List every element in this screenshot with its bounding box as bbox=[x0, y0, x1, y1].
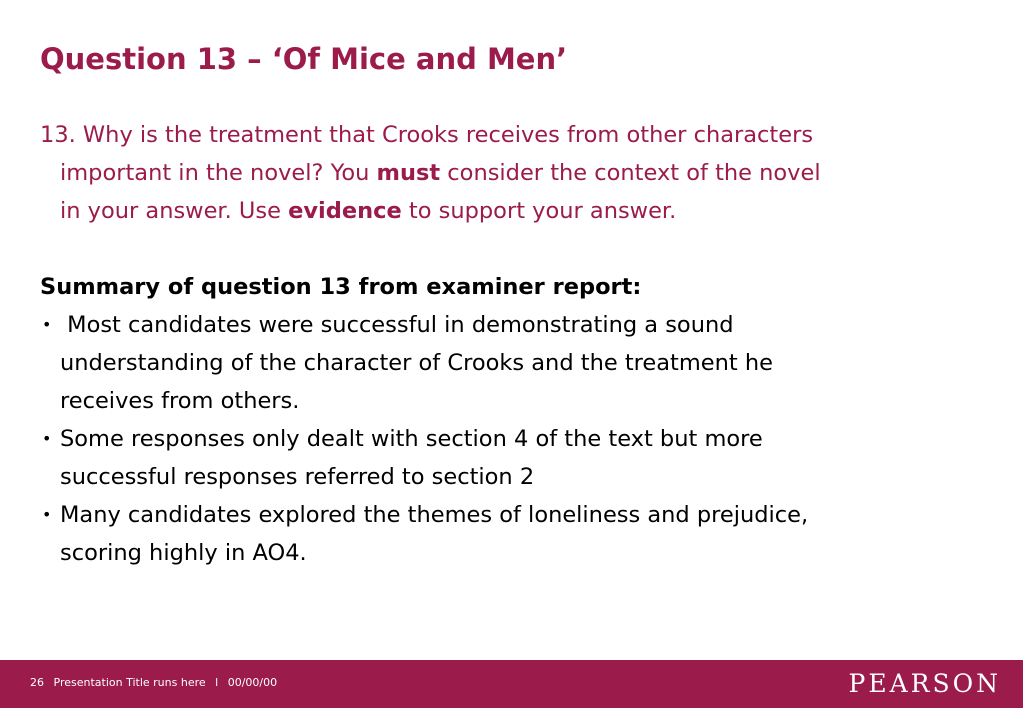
question-line-3-end: to support your answer. bbox=[401, 198, 677, 224]
presentation-title: Presentation Title runs here bbox=[53, 676, 206, 689]
bullet-line: scoring highly in AO4. bbox=[60, 540, 307, 566]
footer-date: 00/00/00 bbox=[227, 676, 278, 689]
summary-bullet-list bbox=[40, 306, 1000, 572]
bullet-line: successful responses referred to section 2 bbox=[60, 464, 535, 490]
question-line-2-end: consider the context of the novel bbox=[440, 160, 821, 186]
question-line-1: 13. Why is the treatment that Crooks receives from other characters bbox=[40, 122, 814, 148]
bullet-line: receives from others. bbox=[60, 388, 300, 414]
question-text bbox=[40, 116, 980, 230]
bullet-icon: • bbox=[42, 505, 52, 524]
page-number: 26 bbox=[30, 676, 44, 689]
summary-heading: Summary of question 13 from examiner report: bbox=[40, 274, 642, 300]
bullet-icon: • bbox=[42, 429, 52, 448]
bullet-line: Most candidates were successful in demonstrating a sound bbox=[60, 312, 734, 338]
question-line-3 bbox=[40, 192, 980, 230]
footer-info bbox=[30, 676, 283, 689]
footer-separator: l bbox=[215, 676, 219, 689]
slide-title: Question 13 – ‘Of Mice and Men’ bbox=[40, 42, 568, 76]
pearson-logo: PEARSON bbox=[848, 669, 1001, 698]
emphasis-must: must bbox=[376, 160, 441, 186]
bullet-line: Some responses only dealt with section 4 of the text but more bbox=[60, 426, 763, 452]
emphasis-evidence: evidence bbox=[288, 198, 402, 224]
footer-bar bbox=[0, 660, 1023, 708]
bullet-item bbox=[40, 420, 1000, 496]
question-line-2 bbox=[40, 154, 980, 192]
bullet-item bbox=[40, 306, 1000, 420]
bullet-line: Many candidates explored the themes of loneliness and prejudice, bbox=[60, 502, 809, 528]
bullet-line: understanding of the character of Crooks and the treatment he bbox=[60, 350, 773, 376]
question-line-3-start: in your answer. Use bbox=[60, 198, 289, 224]
bullet-icon: • bbox=[42, 315, 52, 334]
question-line-2-start: important in the novel? You bbox=[60, 160, 377, 186]
bullet-item bbox=[40, 496, 1000, 572]
